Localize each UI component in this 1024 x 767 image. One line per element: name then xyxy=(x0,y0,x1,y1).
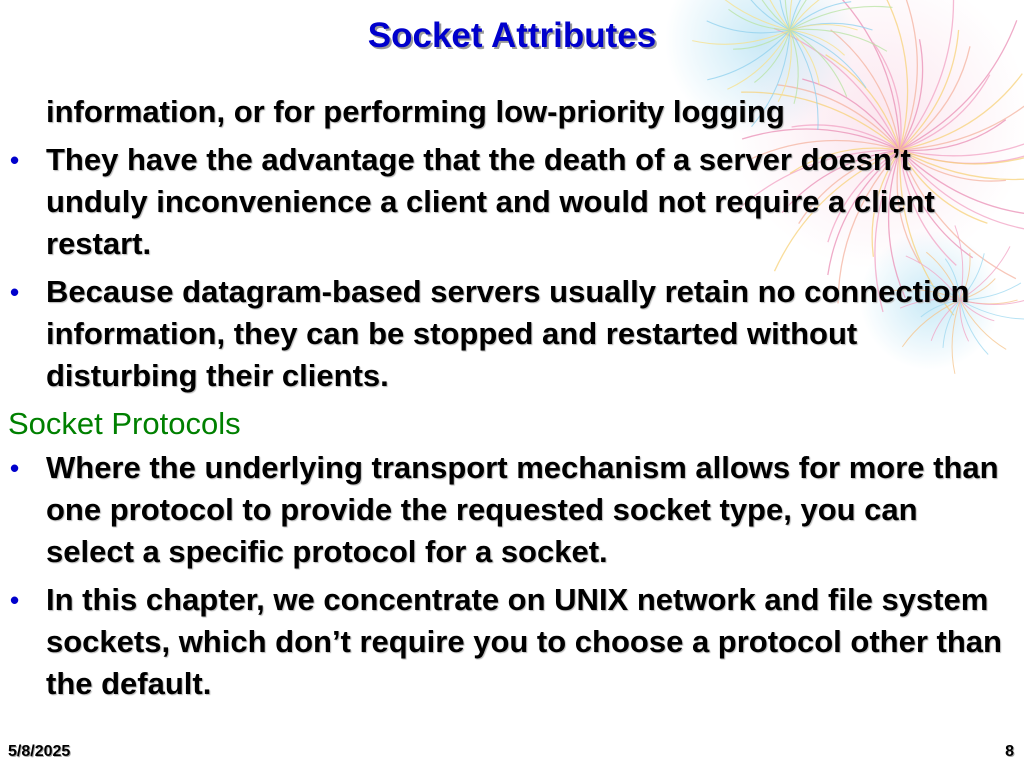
bullet-text: Because datagram-based servers usually retain no connection information, they can be stopped and restarted without disturbing their clients. xyxy=(46,274,970,393)
section-heading: Socket Protocols xyxy=(8,406,241,441)
bullet-item xyxy=(8,271,1012,397)
bullet-dot-icon: • xyxy=(10,585,20,615)
slide-body xyxy=(8,91,1012,705)
bullet-text: They have the advantage that the death of a server doesn’t unduly inconvenience a client and would not require a client restart. xyxy=(46,142,935,261)
bullet-text: Where the underlying transport mechanism allows for more than one protocol to provide the requested socket type, you can select a specific protocol for a socket. xyxy=(46,450,999,569)
slide-title: Socket Attributes xyxy=(367,16,657,55)
continued-text: information, or for performing low-priority logging xyxy=(46,94,785,129)
slide-number: 8 xyxy=(1005,743,1014,760)
bullet-dot-icon: • xyxy=(10,277,20,307)
bullet-item xyxy=(8,447,1012,573)
bullet-dot-icon: • xyxy=(10,145,20,175)
bullet-item xyxy=(8,139,1012,265)
bullet-dot-icon: • xyxy=(10,453,20,483)
footer-date: 5/8/2025 xyxy=(8,743,71,760)
bullet-item xyxy=(8,579,1012,705)
bullet-text: In this chapter, we concentrate on UNIX network and file system sockets, which don’t require you to choose a protocol other than the default. xyxy=(46,582,1002,701)
